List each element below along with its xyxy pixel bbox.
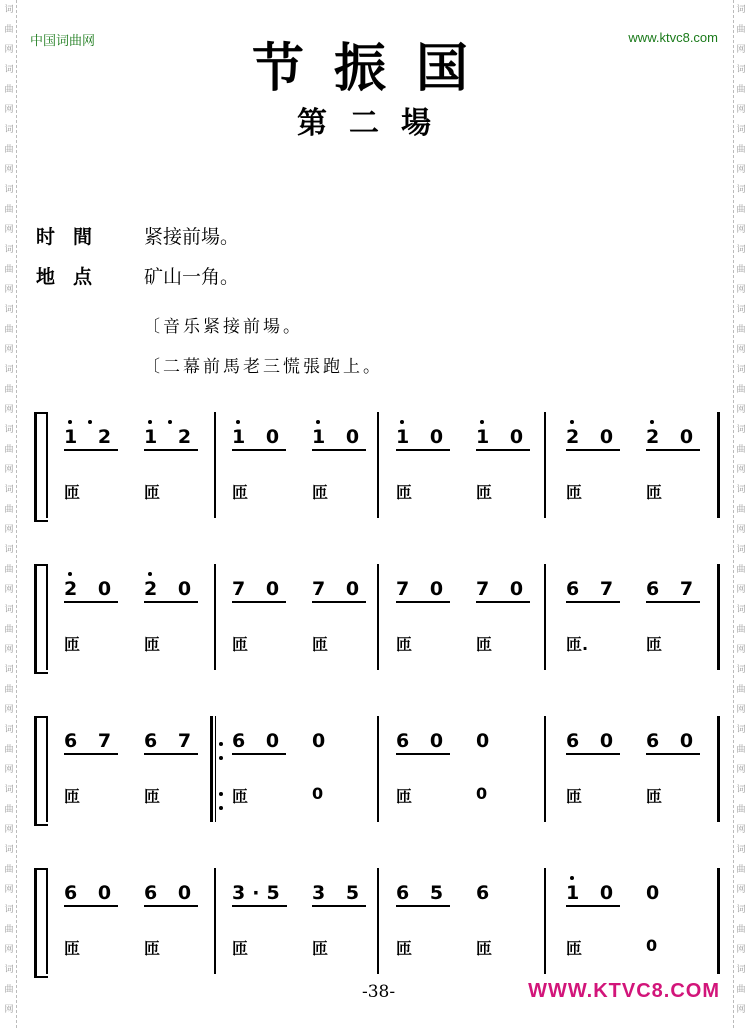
margin-watermark-glyph: 曲 — [4, 385, 14, 395]
melody-note: 6 7 — [64, 730, 118, 755]
margin-watermark-glyph: 网 — [736, 345, 746, 355]
margin-watermark-glyph: 网 — [4, 165, 14, 175]
margin-watermark-glyph: 曲 — [4, 805, 14, 815]
bar-line — [377, 564, 379, 670]
melody-note: 6 0 — [144, 882, 198, 907]
system-end-line — [717, 716, 720, 822]
margin-watermark-glyph: 网 — [736, 405, 746, 415]
margin-watermark-glyph: 曲 — [736, 265, 746, 275]
margin-watermark-glyph: 曲 — [736, 745, 746, 755]
margin-watermark-glyph: 网 — [736, 225, 746, 235]
margin-watermark-glyph: 网 — [4, 525, 14, 535]
margin-watermark-glyph: 网 — [736, 825, 746, 835]
percussion-note: 匝 — [646, 787, 663, 806]
margin-watermark-glyph: 曲 — [736, 145, 746, 155]
melody-note: 6 0 — [232, 730, 286, 755]
bar-line — [377, 868, 379, 974]
percussion-note: 匝 — [396, 483, 413, 502]
melody-note: 7 0 — [396, 578, 450, 603]
margin-watermark-glyph: 网 — [736, 465, 746, 475]
margin-watermark-glyph: 曲 — [4, 445, 14, 455]
margin-watermark-glyph: 词 — [4, 5, 14, 15]
melody-note: 7 0 — [312, 578, 366, 603]
melody-note: 3 5 — [312, 882, 366, 907]
margin-watermark-glyph: 曲 — [4, 745, 14, 755]
system-start-line — [46, 868, 48, 974]
margin-watermark-glyph: 词 — [736, 965, 746, 975]
percussion-note: 匝 — [476, 483, 493, 502]
octave-dot — [570, 876, 574, 880]
margin-watermark-glyph: 网 — [4, 1005, 14, 1015]
margin-watermark-glyph: 词 — [4, 125, 14, 135]
percussion-note: 0 — [312, 784, 324, 803]
repeat-bar-thin — [215, 716, 216, 822]
margin-watermark-glyph: 词 — [4, 65, 14, 75]
margin-watermark-glyph: 曲 — [4, 325, 14, 335]
margin-watermark-glyph: 曲 — [736, 505, 746, 515]
info-value: 紧接前場。 — [144, 226, 240, 248]
margin-watermark-glyph: 词 — [736, 545, 746, 555]
margin-watermark-glyph: 曲 — [4, 565, 14, 575]
margin-watermark-glyph: 词 — [4, 305, 14, 315]
percussion-note: 匝 — [64, 787, 81, 806]
bar-line — [544, 564, 546, 670]
margin-watermark-glyph: 网 — [736, 585, 746, 595]
system-start-line — [46, 716, 48, 822]
margin-watermark-glyph: 曲 — [736, 445, 746, 455]
margin-watermark-glyph: 词 — [4, 845, 14, 855]
page-number: -38- — [362, 982, 396, 1002]
margin-watermark-glyph: 网 — [736, 945, 746, 955]
info-time — [36, 222, 239, 249]
repeat-bar-thick — [210, 716, 213, 822]
melody-note: 1 2 — [144, 426, 198, 451]
percussion-note: 匝 — [232, 483, 249, 502]
percussion-note: 匝 — [396, 939, 413, 958]
margin-watermark-glyph: 网 — [4, 45, 14, 55]
melody-note: 1 0 — [232, 426, 286, 451]
stage-direction: 〔二幕前馬老三慌張跑上。 — [143, 357, 383, 377]
margin-watermark-glyph: 词 — [736, 245, 746, 255]
octave-dot — [68, 420, 72, 424]
percussion-note: 匝 — [566, 939, 583, 958]
info-label: 时間 — [36, 226, 111, 248]
bar-line — [544, 412, 546, 518]
melody-note: 6 0 — [396, 730, 450, 755]
margin-watermark-glyph: 曲 — [736, 565, 746, 575]
percussion-note: 匝 — [396, 635, 413, 654]
octave-dot — [68, 572, 72, 576]
melody-note: 2 0 — [646, 426, 700, 451]
margin-watermark-glyph: 曲 — [4, 625, 14, 635]
margin-watermark-glyph: 网 — [736, 765, 746, 775]
margin-watermark-glyph: 曲 — [736, 85, 746, 95]
margin-watermark-glyph: 网 — [4, 945, 14, 955]
melody-note: 2 0 — [566, 426, 620, 451]
repeat-dot — [219, 792, 223, 796]
octave-dot — [148, 420, 152, 424]
scene-subtitle: 第二場 — [297, 106, 453, 141]
repeat-dot — [219, 806, 223, 810]
melody-note: 6 5 — [396, 882, 450, 907]
bar-line — [214, 564, 216, 670]
melody-note: 1 0 — [312, 426, 366, 451]
bar-line — [377, 716, 379, 822]
percussion-note: 0 — [646, 936, 658, 955]
melody-note: 6 — [476, 882, 497, 904]
margin-watermark-glyph: 词 — [4, 425, 14, 435]
margin-watermark-glyph: 词 — [4, 725, 14, 735]
margin-watermark-glyph: 曲 — [736, 205, 746, 215]
bar-line — [544, 716, 546, 822]
octave-dot — [148, 572, 152, 576]
percussion-note: 匝 — [396, 787, 413, 806]
margin-watermark-glyph: 网 — [736, 165, 746, 175]
melody-note: 0 — [646, 882, 667, 904]
margin-watermark-glyph: 曲 — [736, 805, 746, 815]
margin-watermark-glyph: 网 — [736, 285, 746, 295]
margin-watermark-glyph: 曲 — [4, 205, 14, 215]
margin-watermark-glyph: 网 — [736, 885, 746, 895]
percussion-note: 匝 — [144, 939, 161, 958]
margin-watermark-glyph: 网 — [4, 585, 14, 595]
margin-watermark-glyph: 词 — [736, 305, 746, 315]
octave-dot — [88, 420, 92, 424]
melody-note: 1 0 — [476, 426, 530, 451]
melody-note: 1 2 — [64, 426, 118, 451]
score-system — [34, 716, 720, 824]
info-place — [36, 262, 239, 289]
margin-watermark-glyph: 词 — [736, 425, 746, 435]
margin-watermark-glyph: 网 — [736, 645, 746, 655]
melody-note: 6 7 — [646, 578, 700, 603]
octave-dot — [570, 420, 574, 424]
margin-watermark-glyph: 词 — [4, 785, 14, 795]
percussion-note: 匝 — [646, 483, 663, 502]
margin-watermark-glyph: 词 — [4, 485, 14, 495]
repeat-dot — [219, 742, 223, 746]
percussion-note: 匝 — [312, 483, 329, 502]
margin-watermark-glyph: 网 — [4, 285, 14, 295]
site-watermark-bottom: WWW.KTVC8.COM — [528, 980, 720, 1002]
margin-watermark-glyph: 词 — [736, 785, 746, 795]
margin-watermark-glyph: 词 — [736, 725, 746, 735]
margin-watermark-glyph: 词 — [736, 665, 746, 675]
bar-line — [214, 412, 216, 518]
percussion-note: 0 — [476, 784, 488, 803]
margin-watermark-glyph: 曲 — [4, 685, 14, 695]
system-end-line — [717, 868, 720, 974]
margin-watermark-glyph: 词 — [4, 185, 14, 195]
margin-watermark-glyph: 网 — [4, 885, 14, 895]
percussion-note: 匝 — [144, 635, 161, 654]
margin-watermark-glyph: 网 — [4, 345, 14, 355]
margin-watermark-glyph: 网 — [4, 705, 14, 715]
margin-watermark-glyph: 曲 — [736, 25, 746, 35]
octave-dot — [650, 420, 654, 424]
margin-watermark-glyph: 曲 — [736, 685, 746, 695]
margin-watermark-glyph: 曲 — [736, 325, 746, 335]
margin-watermark-glyph: 词 — [736, 905, 746, 915]
score-system — [34, 564, 720, 672]
margin-watermark-glyph: 曲 — [4, 925, 14, 935]
margin-watermark-glyph: 词 — [736, 185, 746, 195]
system-start-line — [46, 564, 48, 670]
percussion-note: 匝 — [144, 483, 161, 502]
melody-note: 1 0 — [566, 882, 620, 907]
percussion-note: 匝 — [64, 635, 81, 654]
bar-line — [377, 412, 379, 518]
percussion-note: 匝 — [232, 939, 249, 958]
melody-note: 6 7 — [566, 578, 620, 603]
left-margin-watermark — [2, 0, 17, 1028]
melody-note: 3·5 — [232, 882, 287, 907]
site-watermark-left: 中国词曲网 — [30, 33, 96, 48]
percussion-note: 匝 — [476, 635, 493, 654]
margin-watermark-glyph: 词 — [4, 665, 14, 675]
margin-watermark-glyph: 网 — [4, 645, 14, 655]
octave-dot — [316, 420, 320, 424]
percussion-note: 匝 — [232, 635, 249, 654]
melody-note: 7 0 — [232, 578, 286, 603]
margin-watermark-glyph: 曲 — [736, 865, 746, 875]
melody-note: 2 0 — [144, 578, 198, 603]
margin-watermark-glyph: 曲 — [736, 985, 746, 995]
bar-line — [214, 868, 216, 974]
margin-watermark-glyph: 曲 — [4, 25, 14, 35]
octave-dot — [236, 420, 240, 424]
percussion-note: 匝 — [312, 939, 329, 958]
score-system — [34, 868, 720, 976]
percussion-note: 匝 — [476, 939, 493, 958]
margin-watermark-glyph: 网 — [4, 765, 14, 775]
melody-note: 0 — [476, 730, 497, 752]
margin-watermark-glyph: 网 — [736, 705, 746, 715]
margin-watermark-glyph: 词 — [736, 845, 746, 855]
margin-watermark-glyph: 曲 — [736, 385, 746, 395]
percussion-note: 匝 — [232, 787, 249, 806]
score-system — [34, 412, 720, 520]
melody-note: 6 7 — [144, 730, 198, 755]
margin-watermark-glyph: 词 — [4, 605, 14, 615]
percussion-note: 匝 — [64, 483, 81, 502]
margin-watermark-glyph: 词 — [4, 365, 14, 375]
margin-watermark-glyph: 曲 — [4, 865, 14, 875]
margin-watermark-glyph: 网 — [4, 105, 14, 115]
percussion-note: 匝 — [566, 483, 583, 502]
octave-dot — [168, 420, 172, 424]
margin-watermark-glyph: 网 — [4, 405, 14, 415]
margin-watermark-glyph: 网 — [4, 825, 14, 835]
melody-note: 0 — [312, 730, 333, 752]
percussion-note: 匝 — [312, 635, 329, 654]
margin-watermark-glyph: 曲 — [4, 265, 14, 275]
melody-note: 6 0 — [646, 730, 700, 755]
site-watermark-right: www.ktvc8.com — [628, 30, 718, 45]
margin-watermark-glyph: 词 — [736, 65, 746, 75]
margin-watermark-glyph: 词 — [736, 485, 746, 495]
margin-watermark-glyph: 词 — [736, 5, 746, 15]
margin-watermark-glyph: 曲 — [4, 505, 14, 515]
stage-direction: 〔音乐紧接前場。 — [143, 317, 303, 337]
page-title: 节振国 — [251, 38, 498, 99]
margin-watermark-glyph: 词 — [736, 605, 746, 615]
percussion-note: 匝 — [144, 787, 161, 806]
right-margin-watermark — [733, 0, 748, 1028]
margin-watermark-glyph: 网 — [4, 225, 14, 235]
repeat-dot — [219, 756, 223, 760]
percussion-note: 匝 — [646, 635, 663, 654]
margin-watermark-glyph: 词 — [736, 125, 746, 135]
melody-note: 7 0 — [476, 578, 530, 603]
info-label: 地点 — [36, 266, 111, 288]
system-end-line — [717, 564, 720, 670]
margin-watermark-glyph: 词 — [736, 365, 746, 375]
margin-watermark-glyph: 曲 — [736, 625, 746, 635]
margin-watermark-glyph: 词 — [4, 245, 14, 255]
margin-watermark-glyph: 网 — [736, 1005, 746, 1015]
melody-note: 1 0 — [396, 426, 450, 451]
melody-note: 6 0 — [64, 882, 118, 907]
margin-watermark-glyph: 网 — [736, 105, 746, 115]
info-value: 矿山一角。 — [144, 266, 240, 288]
system-end-line — [717, 412, 720, 518]
system-start-line — [46, 412, 48, 518]
margin-watermark-glyph: 曲 — [4, 145, 14, 155]
margin-watermark-glyph: 网 — [736, 45, 746, 55]
melody-note: 6 0 — [566, 730, 620, 755]
octave-dot — [480, 420, 484, 424]
percussion-note: 匝. — [566, 635, 589, 654]
percussion-note: 匝 — [64, 939, 81, 958]
percussion-note: 匝 — [566, 787, 583, 806]
margin-watermark-glyph: 曲 — [4, 985, 14, 995]
margin-watermark-glyph: 词 — [4, 965, 14, 975]
margin-watermark-glyph: 曲 — [4, 85, 14, 95]
melody-note: 2 0 — [64, 578, 118, 603]
margin-watermark-glyph: 网 — [736, 525, 746, 535]
margin-watermark-glyph: 词 — [4, 905, 14, 915]
bar-line — [544, 868, 546, 974]
margin-watermark-glyph: 曲 — [736, 925, 746, 935]
octave-dot — [400, 420, 404, 424]
margin-watermark-glyph: 网 — [4, 465, 14, 475]
margin-watermark-glyph: 词 — [4, 545, 14, 555]
